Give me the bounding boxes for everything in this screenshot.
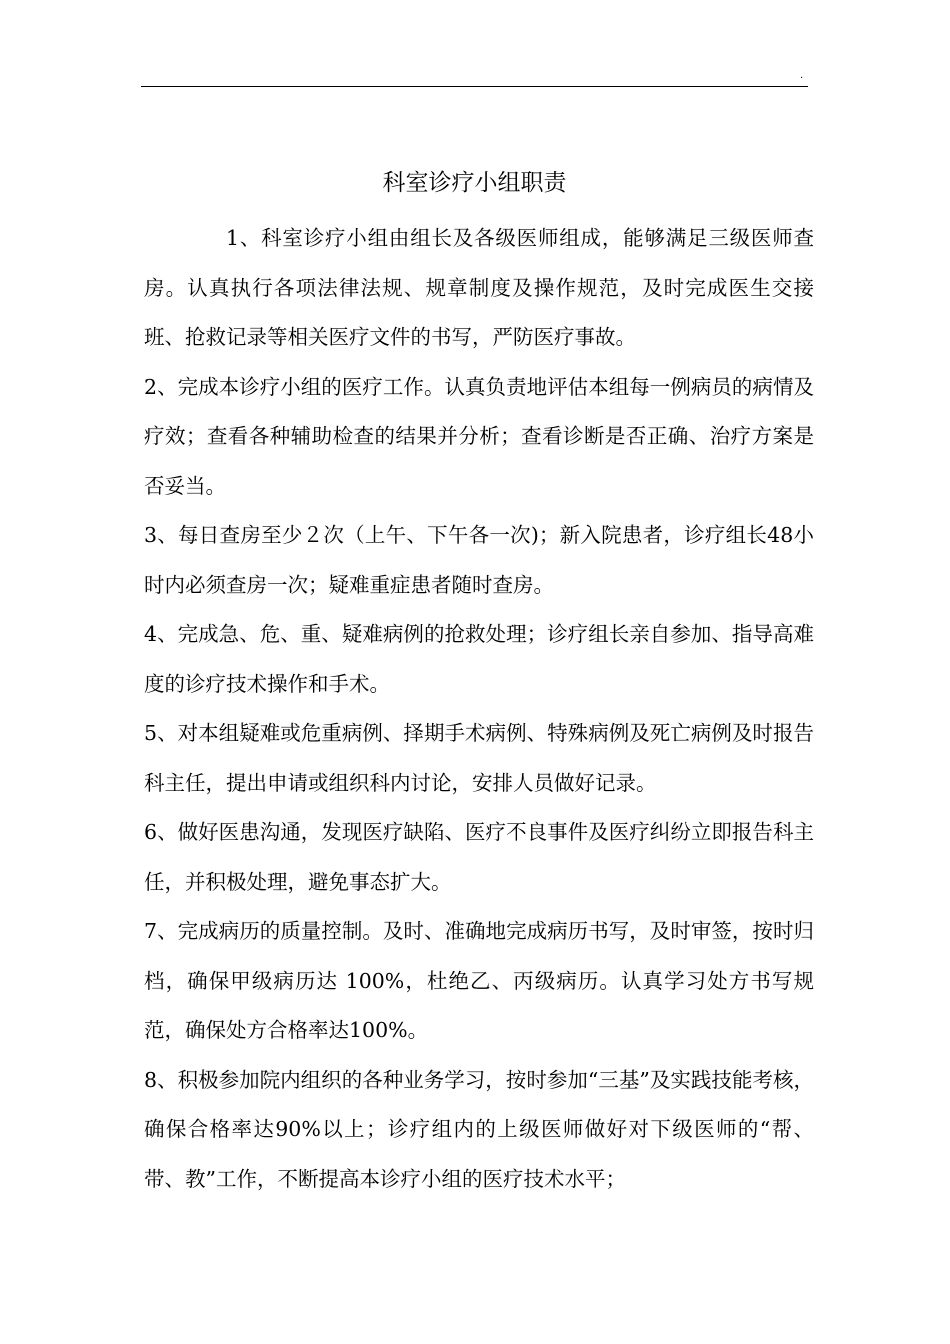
paragraph-5: 5、对本组疑难或危重病例、择期手术病例、特殊病例及死亡病例及时报告科主任，提出申请或组织科内讨论，安排人员做好记录。 xyxy=(144,721,814,795)
header-rule xyxy=(141,86,808,87)
paragraph-2: 2、完成本诊疗小组的医疗工作。认真负责地评估本组每一例病员的病情及疗效；查看各种辅助检查的结果并分析；查看诊断是否正确、治疗方案是否妥当。 xyxy=(144,374,814,498)
paragraph-1: 1、科室诊疗小组由组长及各级医师组成，能够满足三级医师查房。认真执行各项法律法规、规章制度及操作规范，及时完成医生交接班、抢救记录等相关医疗文件的书写，严防医疗事故。 xyxy=(144,226,814,349)
document-title: 科室诊疗小组职责 xyxy=(382,170,567,196)
paragraph-8: 8、积极参加院内组织的各种业务学习，按时参加“三基”及实践技能考核，确保合格率达90%以上；诊疗组内的上级医师做好对下级医师的“帮、带、教”工作，不断提高本诊疗小组的医疗技术水平； xyxy=(144,1067,814,1191)
header-mark: . xyxy=(800,70,804,81)
paragraph-4: 4、完成急、危、重、疑难病例的抢救处理；诊疗组长亲自参加、指导高难度的诊疗技术操作和手术。 xyxy=(144,622,814,696)
paragraph-3: 3、每日查房至少２次（上午、下午各一次)；新入院患者，诊疗组长48小时内必须查房一次；疑难重症患者随时查房。 xyxy=(144,523,814,597)
document-body xyxy=(144,214,814,1204)
paragraph-6: 6、做好医患沟通，发现医疗缺陷、医疗不良事件及医疗纠纷立即报告科主任，并积极处理，避免事态扩大。 xyxy=(144,820,814,894)
paragraph-7: 7、完成病历的质量控制。及时、准确地完成病历书写，及时审签，按时归档，确保甲级病历达 100%，杜绝乙、丙级病历。认真学习处方书写规范，确保处方合格率达100%。 xyxy=(144,919,814,1042)
